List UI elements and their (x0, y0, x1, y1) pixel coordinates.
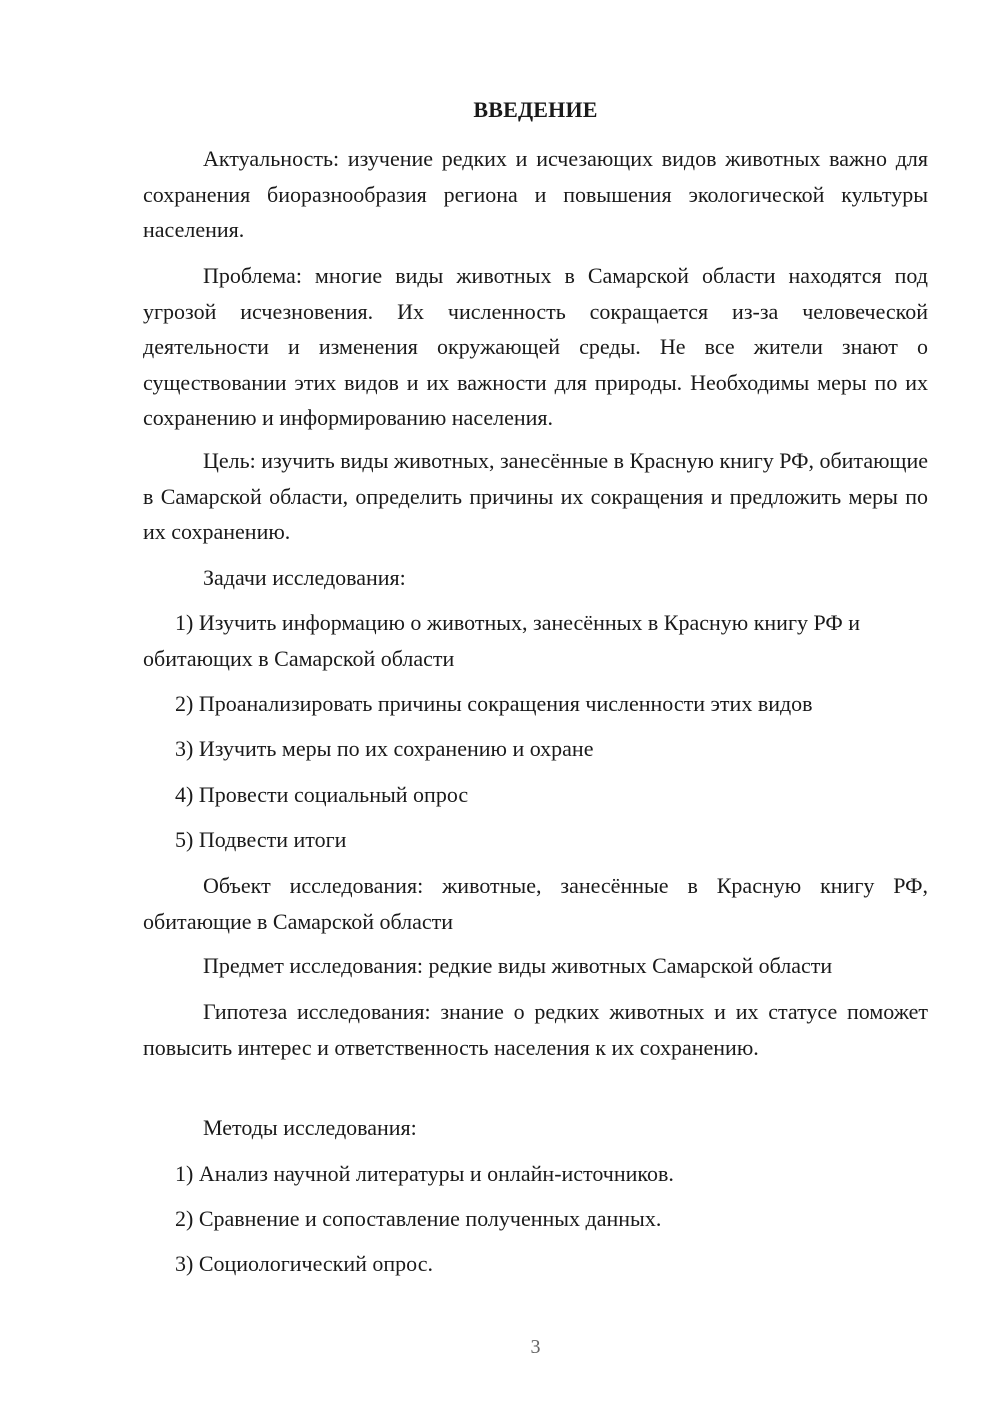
goal-paragraph: Цель: изучить виды животных, занесённые в Красную книгу РФ, обитающие в Самарской области, определить причины их сокращения и предложить меры по их сохранению. (143, 448, 928, 544)
object-paragraph: Объект исследования: животные, занесённые в Красную книгу РФ, обитающие в Самарской области (143, 873, 928, 934)
task-item-4: 4) Провести социальный опрос (175, 782, 469, 807)
method-item-2: 2) Сравнение и сопоставление полученных данных. (175, 1206, 662, 1231)
method-item-3: 3) Социологический опрос. (175, 1251, 433, 1276)
task-item-2: 2) Проанализировать причины сокращения численности этих видов (175, 691, 813, 716)
subject-paragraph: Предмет исследования: редкие виды животных Самарской области (203, 953, 833, 978)
task-item-3: 3) Изучить меры по их сохранению и охране (175, 736, 594, 761)
method-item-1: 1) Анализ научной литературы и онлайн-источников. (175, 1161, 674, 1186)
hypothesis-paragraph: Гипотеза исследования: знание о редких животных и их статусе поможет повысить интерес и ответственность населения к их сохранению. (143, 999, 928, 1060)
tasks-heading: Задачи исследования: (203, 565, 406, 590)
relevance-paragraph: Актуальность: изучение редких и исчезающих видов животных важно для сохранения биоразнообразия региона и повышения экологической культуры населения. (143, 146, 928, 242)
section-heading: ВВЕДЕНИЕ (473, 97, 598, 122)
task-item-5: 5) Подвести итоги (175, 827, 347, 852)
task-item-1: 1) Изучить информацию о животных, занесённых в Красную книгу РФ и обитающих в Самарской области (143, 610, 860, 671)
methods-heading: Методы исследования: (203, 1115, 417, 1140)
document-page (143, 0, 928, 1414)
page-number: 3 (530, 1336, 541, 1358)
problem-paragraph: Проблема: многие виды животных в Самарской области находятся под угрозой исчезновения. Их численность сокращается из-за человеческой деятельности и изменения окружающей среды. Не все жители знают о существовании этих видов и их важности для природы. Необходимы меры по их сохранению и информированию населения. (143, 263, 928, 430)
